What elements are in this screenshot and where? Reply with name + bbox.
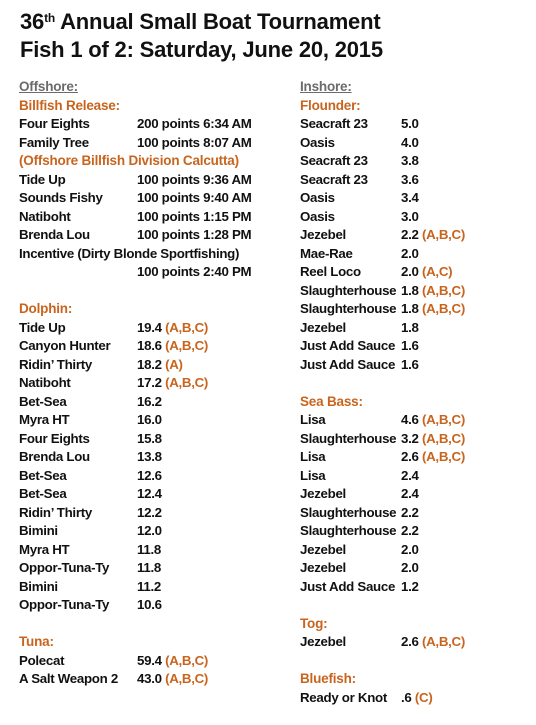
result-row — [300, 541, 530, 560]
result-value — [401, 263, 452, 282]
result-value — [137, 670, 208, 689]
calcutta-tag: (C) — [414, 689, 433, 705]
billfish-list-a — [19, 115, 289, 152]
result-row — [300, 115, 530, 134]
weight-value: 5.0 — [401, 116, 419, 131]
boat-name: Four Eights — [19, 430, 90, 446]
calcutta-tag: (A,B,C) — [165, 652, 209, 668]
weight-value: 1.8 — [401, 319, 419, 335]
boat-name: Slaughterhouse — [300, 523, 397, 538]
boat-name: Slaughterhouse — [300, 430, 397, 446]
result-value — [401, 541, 419, 560]
boat-name: Family Tree — [19, 134, 89, 150]
result-row — [19, 596, 289, 615]
boat-name: Ridin’ Thirty — [19, 356, 92, 372]
incentive-value-row — [19, 263, 289, 282]
weight-value: 2.0 — [401, 541, 419, 557]
boat-name: Tide Up — [19, 319, 66, 335]
title-number: 36 — [20, 9, 45, 34]
boat-name: Reel Loco — [300, 264, 361, 279]
boat-name: Natiboht — [19, 208, 71, 224]
boat-name: Seacraft 23 — [300, 116, 368, 131]
result-row — [300, 282, 530, 301]
tuna-list — [19, 652, 289, 689]
tog-list — [300, 633, 530, 652]
weight-value: 3.6 — [401, 171, 419, 187]
boat-name: Brenda Lou — [19, 449, 90, 464]
result-value — [137, 504, 162, 523]
calcutta-tag: (A,B,C) — [422, 412, 465, 427]
result-row — [19, 171, 289, 190]
page-title-line1 — [20, 10, 380, 34]
calcutta-tag: (A,B,C) — [422, 634, 465, 649]
weight-value: 12.2 — [137, 504, 162, 520]
result-row — [19, 374, 289, 393]
boat-name: Just Add Sauce — [300, 578, 396, 594]
result-value — [401, 578, 419, 597]
weight-value: 2.2 — [401, 504, 419, 520]
result-value — [401, 115, 419, 134]
result-row — [19, 485, 289, 504]
weight-value: 100 points 9:40 AM — [137, 190, 252, 205]
weight-value: 100 points 9:36 AM — [137, 171, 252, 187]
dolphin-list — [19, 319, 289, 615]
boat-name: Lisa — [300, 412, 326, 427]
result-row — [300, 226, 530, 245]
result-row — [300, 689, 530, 708]
boat-name: Jezebel — [300, 541, 346, 557]
inshore-column — [300, 78, 530, 707]
boat-name: Canyon Hunter — [19, 338, 111, 353]
result-row — [19, 319, 289, 338]
result-value — [401, 226, 465, 245]
result-value — [137, 448, 162, 467]
weight-value: 12.6 — [137, 467, 162, 483]
boat-name: Jezebel — [300, 634, 346, 649]
weight-value: 200 points 6:34 AM — [137, 116, 252, 131]
boat-name: Bet-Sea — [19, 393, 67, 409]
result-row — [19, 541, 289, 560]
boat-name: Brenda Lou — [19, 227, 90, 242]
weight-value: 2.0 — [401, 245, 419, 261]
result-value — [401, 633, 465, 652]
weight-value: .6 — [401, 689, 412, 705]
weight-value: 17.2 — [137, 375, 162, 390]
result-row — [300, 430, 530, 449]
result-row — [19, 393, 289, 412]
boat-name: Oasis — [300, 190, 335, 205]
result-value — [401, 282, 465, 301]
weight-value: 3.8 — [401, 153, 419, 168]
weight-value: 1.8 — [401, 282, 419, 298]
weight-value: 3.0 — [401, 208, 419, 224]
result-value — [137, 189, 252, 208]
result-row — [19, 337, 289, 356]
boat-name: Ready or Knot — [300, 689, 387, 705]
calcutta-tag: (A,B,C) — [422, 430, 465, 446]
result-value — [401, 245, 419, 264]
result-value — [137, 115, 252, 134]
result-value — [137, 485, 162, 504]
calcutta-tag: (A,B,C) — [422, 282, 465, 298]
result-value — [401, 504, 419, 523]
offshore-heading: Offshore: — [19, 79, 78, 94]
weight-value: 18.6 — [137, 338, 162, 353]
boat-name: Slaughterhouse — [300, 504, 397, 520]
boat-name: Polecat — [19, 652, 65, 668]
result-value — [401, 448, 465, 467]
result-value — [137, 393, 162, 412]
calcutta-note: (Offshore Billfish Division Calcutta) — [19, 153, 239, 168]
boat-name: Slaughterhouse — [300, 282, 397, 298]
result-row — [300, 189, 530, 208]
seabass-heading: Sea Bass: — [300, 393, 363, 409]
weight-value: 2.4 — [401, 486, 419, 501]
weight-value: 2.2 — [401, 523, 419, 538]
inshore-heading: Inshore: — [300, 79, 352, 94]
tog-heading: Tog: — [300, 615, 328, 631]
result-row — [19, 134, 289, 153]
result-value — [137, 541, 161, 560]
result-row — [19, 522, 289, 541]
result-row — [300, 208, 530, 227]
result-value — [401, 485, 419, 504]
weight-value: 100 points 1:28 PM — [137, 227, 252, 242]
weight-value: 100 points 1:15 PM — [137, 208, 252, 224]
boat-name: Bet-Sea — [19, 486, 67, 501]
weight-value: 43.0 — [137, 671, 162, 686]
calcutta-tag: (A,B,C) — [165, 671, 209, 686]
result-value — [137, 411, 162, 430]
result-value — [137, 337, 208, 356]
result-value — [137, 208, 251, 227]
calcutta-tag: (A,B,C) — [422, 449, 465, 464]
result-row — [19, 670, 289, 689]
result-row — [19, 467, 289, 486]
calcutta-tag: (A,B,C) — [165, 375, 209, 390]
weight-value: 2.6 — [401, 634, 419, 649]
weight-value: 16.2 — [137, 393, 162, 409]
weight-value: 11.8 — [137, 541, 161, 557]
result-row — [300, 337, 530, 356]
calcutta-tag: (A) — [165, 356, 183, 372]
weight-value: 4.6 — [401, 412, 419, 427]
weight-value: 3.4 — [401, 190, 419, 205]
result-value — [401, 467, 419, 486]
calcutta-tag: (A,C) — [422, 264, 453, 279]
result-row — [300, 559, 530, 578]
result-value — [401, 559, 419, 578]
boat-name: Just Add Sauce — [300, 356, 396, 372]
weight-value: 2.4 — [401, 467, 419, 483]
result-value — [137, 596, 162, 615]
result-value — [137, 467, 162, 486]
boat-name: Bimini — [19, 523, 58, 538]
result-row — [19, 652, 289, 671]
weight-value: 10.6 — [137, 597, 162, 612]
boat-name: Just Add Sauce — [300, 338, 396, 353]
result-value — [401, 152, 419, 171]
result-value — [137, 319, 208, 338]
boat-name: Myra HT — [19, 412, 70, 427]
result-row — [300, 245, 530, 264]
boat-name: Mae-Rae — [300, 245, 353, 261]
points-value: 100 points 2:40 PM — [137, 264, 252, 279]
weight-value: 15.8 — [137, 430, 162, 446]
incentive-row — [19, 245, 289, 264]
result-row — [300, 504, 530, 523]
boat-name: Myra HT — [19, 541, 70, 557]
boat-name: Jezebel — [300, 227, 346, 242]
result-value — [137, 578, 161, 597]
calcutta-tag: (A,B,C) — [165, 338, 209, 353]
title-text: Annual Small Boat Tournament — [55, 9, 381, 34]
weight-value: 1.8 — [401, 301, 419, 316]
result-row — [300, 578, 530, 597]
result-value — [401, 319, 419, 338]
result-value — [137, 356, 183, 375]
result-value — [137, 374, 208, 393]
result-value — [137, 134, 252, 153]
weight-value: 2.2 — [401, 227, 419, 242]
result-value — [401, 189, 419, 208]
boat-name: Sounds Fishy — [19, 190, 103, 205]
boat-name: Bet-Sea — [19, 467, 67, 483]
weight-value: 11.2 — [137, 578, 161, 594]
flounder-heading: Flounder: — [300, 97, 361, 113]
result-value — [401, 411, 465, 430]
weight-value: 4.0 — [401, 134, 419, 150]
weight-value: 2.6 — [401, 449, 419, 464]
result-row — [300, 300, 530, 319]
result-row — [300, 411, 530, 430]
title-ordinal: th — [44, 11, 56, 25]
result-value — [137, 522, 162, 541]
weight-value: 1.6 — [401, 338, 419, 353]
calcutta-tag: (A,B,C) — [422, 227, 465, 242]
result-value — [401, 134, 419, 153]
result-row — [300, 356, 530, 375]
result-value — [137, 171, 252, 190]
weight-value: 2.0 — [401, 264, 419, 279]
boat-name: Bimini — [19, 578, 58, 594]
result-value — [401, 337, 419, 356]
result-value — [401, 171, 419, 190]
result-value — [137, 652, 208, 671]
result-row — [300, 485, 530, 504]
boat-name: Oasis — [300, 208, 335, 224]
calcutta-tag: (A,B,C) — [422, 301, 465, 316]
result-row — [19, 411, 289, 430]
billfish-list-b — [19, 171, 289, 245]
result-row — [19, 578, 289, 597]
boat-name: Lisa — [300, 449, 326, 464]
boat-name: Four Eights — [19, 116, 90, 131]
boat-name: Jezebel — [300, 319, 346, 335]
boat-name: Oasis — [300, 134, 335, 150]
weight-value: 12.0 — [137, 523, 162, 538]
weight-value: 13.8 — [137, 449, 162, 464]
result-row — [19, 189, 289, 208]
result-row — [19, 504, 289, 523]
weight-value: 19.4 — [137, 319, 162, 335]
weight-value: 18.2 — [137, 356, 162, 372]
flounder-list — [300, 115, 530, 374]
result-value — [401, 689, 432, 708]
weight-value: 1.6 — [401, 356, 419, 372]
dolphin-heading: Dolphin: — [19, 301, 73, 316]
result-row — [300, 152, 530, 171]
result-row — [300, 171, 530, 190]
bluefish-heading: Bluefish: — [300, 671, 356, 686]
boat-name: Slaughterhouse — [300, 301, 397, 316]
calcutta-tag: (A,B,C) — [165, 319, 209, 335]
result-row — [19, 559, 289, 578]
result-value — [137, 430, 162, 449]
boat-name: Lisa — [300, 467, 326, 483]
boat-name: Jezebel — [300, 486, 346, 501]
offshore-column — [19, 78, 289, 689]
result-row — [300, 134, 530, 153]
boat-name: Oppor-Tuna-Ty — [19, 560, 110, 575]
result-row — [19, 448, 289, 467]
result-value — [401, 522, 419, 541]
result-row — [300, 522, 530, 541]
weight-value: 1.2 — [401, 578, 419, 594]
bluefish-list — [300, 689, 530, 708]
page-title-line2: Fish 1 of 2: Saturday, June 20, 2015 — [20, 37, 383, 62]
result-row — [19, 226, 289, 245]
tuna-heading: Tuna: — [19, 634, 54, 649]
result-value — [401, 430, 465, 449]
weight-value: 3.2 — [401, 430, 419, 446]
boat-name: Seacraft 23 — [300, 171, 368, 187]
boat-name: Incentive (Dirty Blonde Sportfishing) — [19, 245, 240, 261]
result-value — [401, 300, 465, 319]
result-value — [401, 208, 419, 227]
result-row — [19, 356, 289, 375]
result-value — [137, 559, 161, 578]
boat-name: Ridin’ Thirty — [19, 504, 92, 520]
weight-value: 16.0 — [137, 412, 162, 427]
boat-name: Natiboht — [19, 375, 71, 390]
result-row — [300, 319, 530, 338]
weight-value: 12.4 — [137, 486, 162, 501]
result-row — [300, 448, 530, 467]
result-row — [19, 208, 289, 227]
boat-name: Oppor-Tuna-Ty — [19, 597, 110, 612]
boat-name: Seacraft 23 — [300, 153, 368, 168]
weight-value: 100 points 8:07 AM — [137, 134, 252, 150]
result-row — [300, 263, 530, 282]
boat-name: A Salt Weapon 2 — [19, 671, 118, 686]
result-row — [300, 467, 530, 486]
boat-name: Jezebel — [300, 560, 346, 575]
seabass-list — [300, 411, 530, 596]
billfish-heading: Billfish Release: — [19, 97, 120, 113]
result-value — [137, 226, 251, 245]
weight-value: 11.8 — [137, 560, 161, 575]
weight-value: 2.0 — [401, 560, 419, 575]
weight-value: 59.4 — [137, 652, 162, 668]
result-value — [401, 356, 419, 375]
result-row — [19, 115, 289, 134]
result-row — [300, 633, 530, 652]
boat-name: Tide Up — [19, 171, 66, 187]
result-row — [19, 430, 289, 449]
